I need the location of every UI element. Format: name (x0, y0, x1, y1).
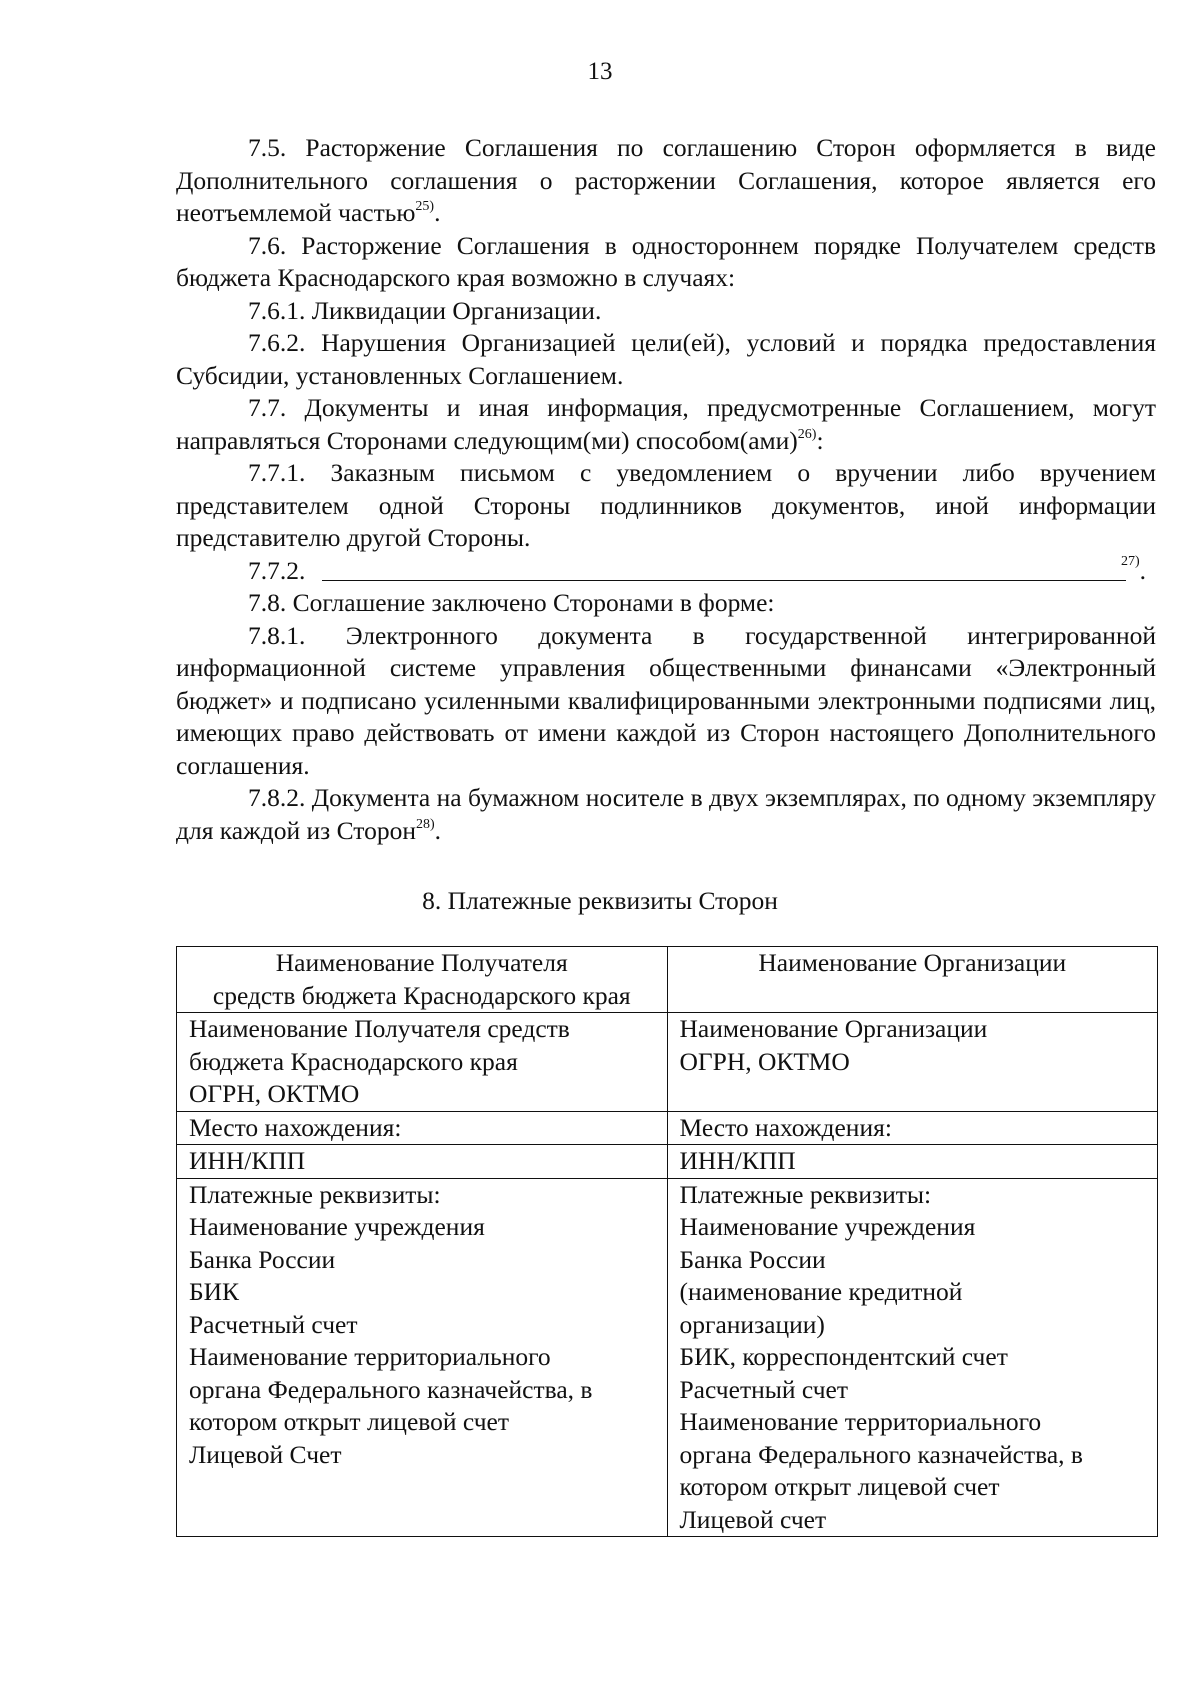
paragraph-7-7-2-label: 7.7.2. (248, 555, 306, 585)
cell-line: Наименование территориального (679, 1407, 1042, 1436)
cell-organization-location: Место нахождения: (667, 1111, 1158, 1145)
cell-line: органа Федерального казначейства, в (679, 1439, 1083, 1469)
paragraph-7-8-2 (176, 782, 1156, 847)
cell-line: Наименование учреждения (679, 1212, 976, 1241)
paragraph-7-5-tail: . (434, 198, 441, 227)
paragraph-7-8: 7.8. Соглашение заключено Сторонами в форме: (248, 588, 775, 617)
cell-line: средств бюджета Краснодарского края (212, 980, 631, 1010)
cell-line: бюджета Краснодарского края (189, 1046, 518, 1076)
paragraph-7-7 (176, 392, 1156, 457)
cell-line: БИК, корреспондентский счет (679, 1342, 1008, 1371)
cell-line: Платежные реквизиты: (679, 1179, 932, 1209)
footnote-ref-26: 26) (797, 426, 817, 442)
cell-line: Наименование Организации (679, 1014, 988, 1043)
cell-line: котором открыт лицевой счет (189, 1407, 510, 1436)
paragraph-7-5 (176, 132, 1156, 230)
table-header-row (177, 947, 1158, 1013)
cell-line: ОГРН, ОКТМО (189, 1079, 360, 1108)
paragraph-7-7-1: 7.7.1. Заказным письмом с уведомлением о вручении либо вручением представителем одной Стороны подлинников документов, иной информации представителю другой Стороны. (176, 458, 1156, 552)
cell-line: БИК (189, 1277, 240, 1306)
cell-line: Лицевой Счет (189, 1439, 342, 1469)
cell-line: Расчетный счет (679, 1374, 848, 1404)
cell-line: органа Федерального казначейства, в (189, 1374, 593, 1404)
paragraph-7-7-2 (176, 555, 1156, 588)
paragraph-7-8-2-text: 7.8.2. Документа на бумажном носителе в двух экземплярах, по одному экземпляру для каждой из Сторон (176, 783, 1156, 845)
paragraph-7-6-2: 7.6.2. Нарушения Организацией цели(ей), условий и порядка предоставления Субсидии, установленных Соглашением. (176, 328, 1156, 390)
paragraph-7-8-1: 7.8.1. Электронного документа в государственной интегрированной информационной системе управления общественными финансами «Электронный бюджет» и подписано усиленными квалифицированными электронными подписями лиц, имеющих право действовать от имени каждой из Сторон настоящего Дополнительного соглашения. (176, 620, 1156, 780)
table-row-inn (177, 1145, 1158, 1179)
cell-line: организации) (679, 1309, 825, 1339)
fill-in-blank-line (322, 580, 1126, 581)
paragraph-7-6: 7.6. Расторжение Соглашения в одностороннем порядке Получателем средств бюджета Краснодарского края возможно в случаях: (176, 230, 1156, 292)
cell-organization-name (667, 1013, 1158, 1112)
section-8-title: 8. Платежные реквизиты Сторон (422, 886, 778, 915)
paragraph-7-7-text: 7.7. Документы и иная информация, предусмотренные Соглашением, могут направляться Сторонами следующим(ми) способом(ами) (176, 393, 1156, 455)
cell-recipient-name (177, 1013, 668, 1112)
cell-line: Наименование территориального (189, 1342, 551, 1371)
cell-organization-payment (667, 1178, 1158, 1537)
header-organization (667, 947, 1158, 1013)
paragraph-7-7-2-tail: . (1139, 555, 1146, 585)
cell-line: Лицевой счет (679, 1504, 827, 1534)
paragraph-7-7-2-end (1121, 555, 1146, 588)
table-row-names (177, 1013, 1158, 1112)
cell-line: Наименование учреждения (189, 1212, 485, 1241)
cell-line: Банка России (189, 1244, 336, 1274)
table-row-location (177, 1111, 1158, 1145)
cell-recipient-inn: ИНН/КПП (177, 1145, 668, 1179)
cell-recipient-location: Место нахождения: (177, 1111, 668, 1145)
cell-line: (наименование кредитной (679, 1277, 963, 1306)
header-recipient (177, 947, 668, 1013)
cell-line: Наименование Получателя средств (189, 1014, 570, 1043)
cell-organization-inn: ИНН/КПП (667, 1145, 1158, 1179)
page-number: 13 (587, 58, 613, 85)
cell-line: ОГРН, ОКТМО (679, 1046, 850, 1076)
table-row-payment (177, 1178, 1158, 1537)
paragraph-7-8-2-tail: . (434, 815, 442, 845)
payment-details-table (176, 946, 1158, 1537)
paragraph-7-6-1: 7.6.1. Ликвидации Организации. (248, 295, 602, 325)
paragraph-7-7-tail: : (816, 425, 824, 455)
cell-line: котором открыт лицевой счет (679, 1472, 1000, 1501)
cell-line: Расчетный счет (189, 1309, 358, 1339)
footnote-ref-27: 27) (1120, 553, 1140, 569)
paragraph-7-5-text: 7.5. Расторжение Соглашения по соглашению Сторон оформляется в виде Дополнительного соглашения о расторжении Соглашения, которое является его неотъемлемой частью (176, 133, 1156, 227)
cell-line: Наименование Организации (758, 948, 1067, 977)
cell-recipient-payment (177, 1178, 668, 1537)
cell-line: Наименование Получателя (275, 948, 568, 977)
footnote-ref-25: 25) (415, 199, 435, 214)
cell-line: Банка России (679, 1244, 826, 1274)
cell-line: Платежные реквизиты: (189, 1179, 441, 1209)
footnote-ref-28: 28) (415, 816, 435, 832)
agreement-text (176, 132, 1156, 847)
